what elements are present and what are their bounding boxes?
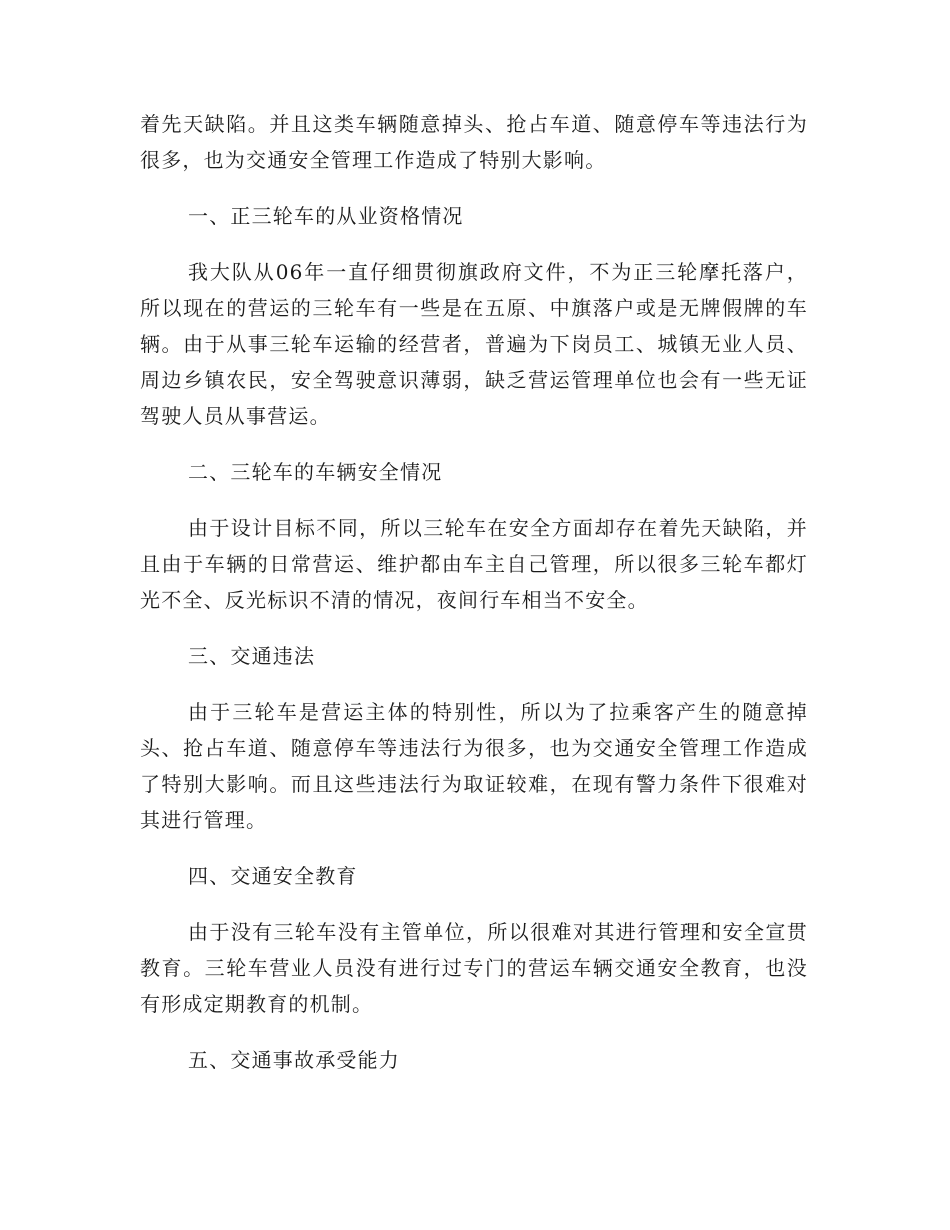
section-heading-3: 三、交通违法 xyxy=(188,644,316,668)
paragraph-section-1: 我大队从06年一直仔细贯彻旗政府文件，不为正三轮摩托落户，所以现在的营运的三轮车有一些是在五原、中旗落户或是无牌假牌的车辆。由于从事三轮车运输的经营者，普遍为下岗员工、城镇无业人员、周边乡镇农民，安全驾驶意识薄弱，缺乏营运管理单位也会有一些无证驾驶人员从事营运。 xyxy=(140,260,808,428)
section-heading-5: 五、交通事故承受能力 xyxy=(188,1048,400,1072)
section-heading-4: 四、交通安全教育 xyxy=(188,864,358,888)
section-heading-2: 二、三轮车的车辆安全情况 xyxy=(188,460,443,484)
paragraph-section-3: 由于三轮车是营运主体的特别性，所以为了拉乘客产生的随意掉头、抢占车道、随意停车等违法行为很多，也为交通安全管理工作造成了特别大影响。而且这些违法行为取证较难，在现有警力条件下很难对其进行管理。 xyxy=(140,700,808,832)
section-heading-1: 一、正三轮车的从业资格情况 xyxy=(188,204,464,228)
paragraph-continuation: 着先天缺陷。并且这类车辆随意掉头、抢占车道、随意停车等违法行为很多，也为交通安全管理工作造成了特别大影响。 xyxy=(140,112,808,172)
paragraph-section-4: 由于没有三轮车没有主管单位，所以很难对其进行管理和安全宣贯教育。三轮车营业人员没有进行过专门的营运车辆交通安全教育，也没有形成定期教育的机制。 xyxy=(140,920,808,1016)
paragraph-section-2: 由于设计目标不同，所以三轮车在安全方面却存在着先天缺陷，并且由于车辆的日常营运、维护都由车主自己管理，所以很多三轮车都灯光不全、反光标识不清的情况，夜间行车相当不安全。 xyxy=(140,516,808,612)
document-page xyxy=(140,106,808,1098)
